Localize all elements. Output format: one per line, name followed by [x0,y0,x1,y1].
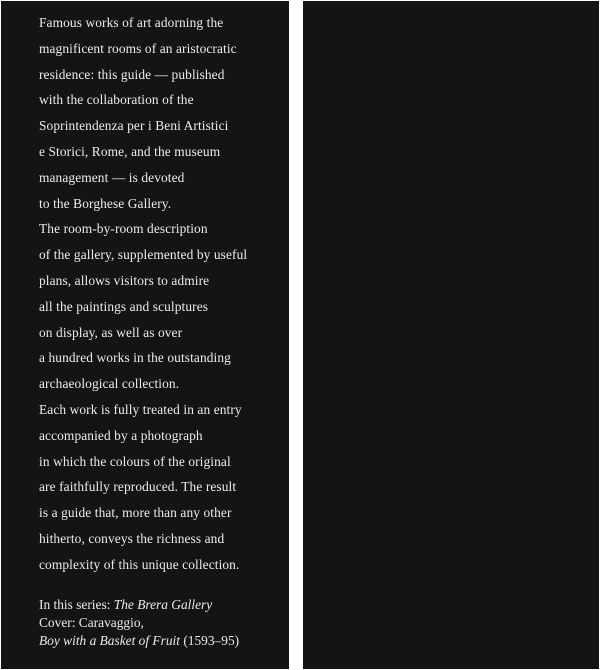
cover-work-title: Boy with a Basket of Fruit [39,633,180,648]
blurb-line: residence: this guide — published [39,66,225,82]
blurb-line: a hundred works in the outstanding [39,350,231,366]
blurb-line: of the gallery, supplemented by useful [39,247,248,263]
blurb-line: to the Borghese Gallery. [39,195,172,211]
cover-credit-label: Cover: Caravaggio, [39,615,144,630]
series-line [39,596,239,614]
blurb-line: are faithfully reproduced. The result [39,479,237,495]
spine-panel [303,1,599,669]
blurb-line: is a guide that, more than any other [39,505,232,521]
blurb-line: Famous works of art adorning the [39,15,224,30]
blurb-line: accompanied by a photograph [39,427,203,443]
blurb-line: e Storici, Rome, and the museum [39,143,221,159]
blurb-line: in which the colours of the original [39,453,231,469]
series-info [39,596,239,650]
blurb-line: complexity of this unique collection. [39,556,240,572]
blurb-line: on display, as well as over [39,324,183,340]
blurb-line: magnificent rooms of an aristocratic [39,40,237,56]
cover-blurb [39,10,247,578]
blurb-line: with the collaboration of the [39,92,194,108]
series-label: In this series: [39,597,114,612]
series-title: The Brera Gallery [113,597,213,612]
blurb-line: plans, allows visitors to admire [39,272,210,288]
blurb-line: The room-by-room description [39,221,208,237]
blurb-line: Soprintendenza per i Beni Artistici [39,118,229,134]
blurb-line: hitherto, conveys the richness and [39,530,225,546]
cover-credit-line [39,632,239,650]
back-cover-text-panel [1,1,289,669]
cover-work-dates: (1593–95) [179,633,240,648]
blurb-line: Each work is fully treated in an entry [39,401,242,417]
blurb-line: archaeological collection. [39,376,180,392]
blurb-line: management — is devoted [39,169,185,185]
blurb-line: all the paintings and sculptures [39,298,209,314]
